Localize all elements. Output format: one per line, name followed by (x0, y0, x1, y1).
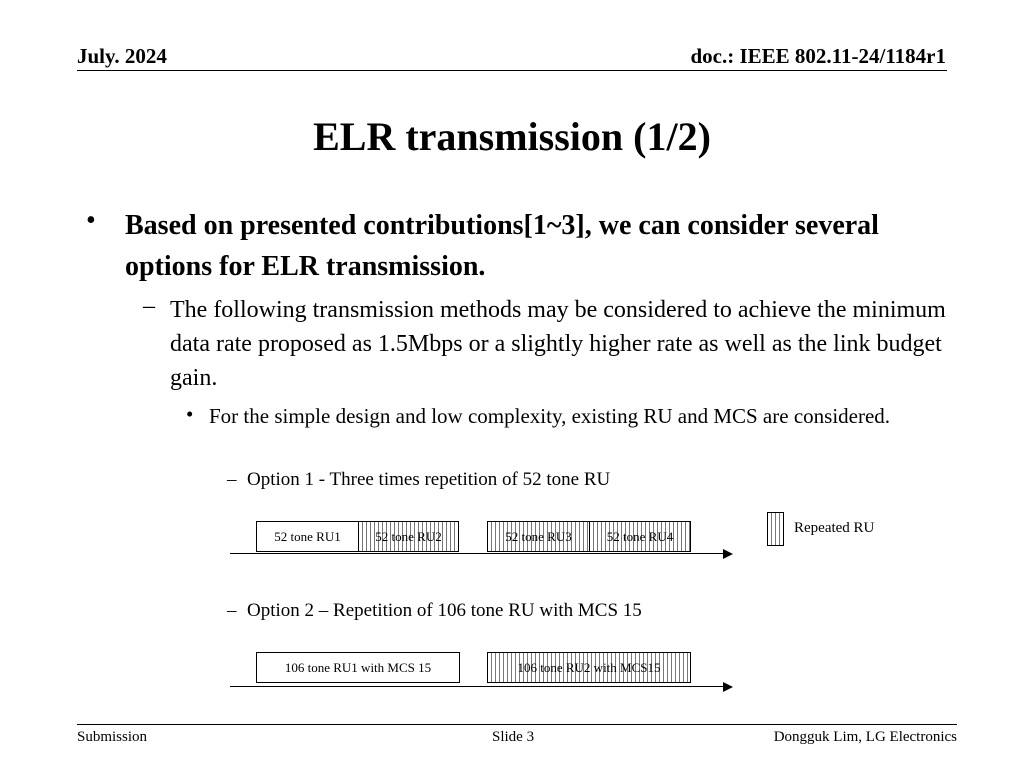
ru-block-52-ru2-repeated: 52 tone RU2 (358, 521, 459, 552)
slide-title: ELR transmission (1/2) (313, 114, 711, 159)
arrowhead-1 (723, 549, 733, 559)
footer-author: Dongguk Lim, LG Electronics (773, 729, 957, 745)
time-axis-1 (230, 553, 724, 554)
footer-submission: Submission (77, 729, 148, 745)
ru-block-106-ru2-repeated: 106 tone RU2 with MCS15 (487, 652, 691, 683)
header-doc-id: doc.: IEEE 802.11-24/1184r1 (690, 44, 946, 68)
bullet-marker-l3: • (186, 402, 194, 426)
header-date: July. 2024 (77, 44, 167, 68)
legend-label: Repeated RU (794, 520, 875, 536)
time-axis-2 (230, 686, 724, 687)
ru-block-106-ru1: 106 tone RU1 with MCS 15 (256, 652, 460, 683)
header-divider (77, 70, 947, 71)
bullet-marker-option1: – (227, 469, 237, 490)
ru-block-52-ru3-repeated: 52 tone RU3 (487, 521, 590, 552)
bullet-l1-text: Based on presented contributions[1~3], we can consider several options for ELR transmission. (125, 210, 879, 282)
ru-block-52-ru4-repeated: 52 tone RU4 (589, 521, 691, 552)
bullet-marker-option2: – (227, 600, 237, 621)
ru-block-52-ru1: 52 tone RU1 (256, 521, 359, 552)
repeated-ru-legend-swatch (767, 512, 784, 546)
bullet-l2-text: The following transmission methods may be considered to achieve the minimum data rate proposed as 1.5Mbps or a slightly higher rate as well as the link budget gain. (170, 297, 946, 391)
bullet-marker-l2: – (143, 293, 155, 319)
arrowhead-2 (723, 682, 733, 692)
option1-text: Option 1 - Three times repetition of 52 tone RU (247, 469, 611, 490)
bullet-l3-text: For the simple design and low complexity, existing RU and MCS are considered. (209, 404, 891, 428)
bullet-marker-l1: • (86, 205, 96, 236)
option2-text: Option 2 – Repetition of 106 tone RU with MCS 15 (247, 600, 642, 621)
footer-divider (77, 724, 957, 725)
footer-slide-number: Slide 3 (492, 729, 535, 745)
